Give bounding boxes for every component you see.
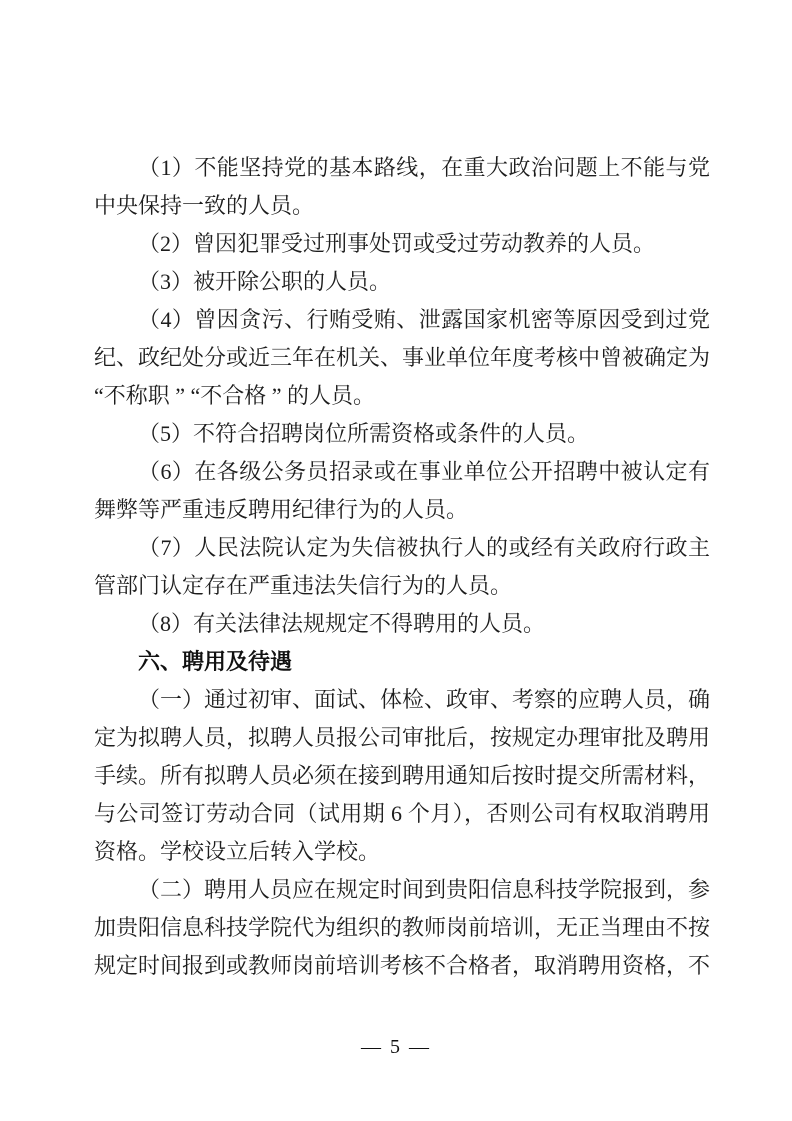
text-line: （5）不符合招聘岗位所需资格或条件的人员。 (138, 421, 590, 446)
text-line: 与公司签订劳动合同（试用期 6 个月），否则公司有权取消聘用 (94, 801, 710, 826)
text-line: 加贵阳信息科技学院代为组织的教师岗前培训，无正当理由不按 (94, 915, 711, 940)
text-line: （二）聘用人员应在规定时间到贵阳信息科技学院报到，参 (138, 877, 711, 902)
text-line: 中央保持一致的人员。 (94, 193, 315, 218)
text-line: （6）在各级公务员招录或在事业单位公开招聘中被认定有 (138, 459, 710, 484)
text-line: 规定时间报到或教师岗前培训考核不合格者，取消聘用资格，不 (94, 953, 711, 978)
text-line: 资格。学校设立后转入学校。 (94, 839, 381, 864)
text-line: （4）曾因贪污、行贿受贿、泄露国家机密等原因受到过党 (138, 307, 710, 332)
document-body (94, 149, 710, 985)
text-line: “不称职 ” “不合格 ” 的人员。 (94, 383, 376, 408)
text-line: 舞弊等严重违反聘用纪律行为的人员。 (94, 497, 469, 522)
text-line: 管部门认定存在严重违法失信行为的人员。 (94, 573, 513, 598)
page-number: — 5 — (361, 1036, 431, 1058)
text-line: 定为拟聘人员，拟聘人员报公司审批后，按规定办理审批及聘用 (94, 725, 711, 750)
heading-line: 六、聘用及待遇 (138, 649, 293, 674)
text-line: （7）人民法院认定为失信被执行人的或经有关政府行政主 (138, 535, 710, 560)
text-line: 纪、政纪处分或近三年在机关、事业单位年度考核中曾被确定为 (94, 345, 711, 370)
text-line: （3）被开除公职的人员。 (138, 269, 392, 294)
text-line: 手续。所有拟聘人员必须在接到聘用通知后按时提交所需材料， (94, 763, 711, 788)
text-line: （8）有关法律法规规定不得聘用的人员。 (138, 611, 546, 636)
text-line: （1）不能坚持党的基本路线，在重大政治问题上不能与党 (138, 155, 710, 180)
text-line: （一）通过初审、面试、体检、政审、考察的应聘人员，确 (138, 687, 711, 712)
text-line: （2）曾因犯罪受过刑事处罚或受过劳动教养的人员。 (138, 231, 656, 256)
